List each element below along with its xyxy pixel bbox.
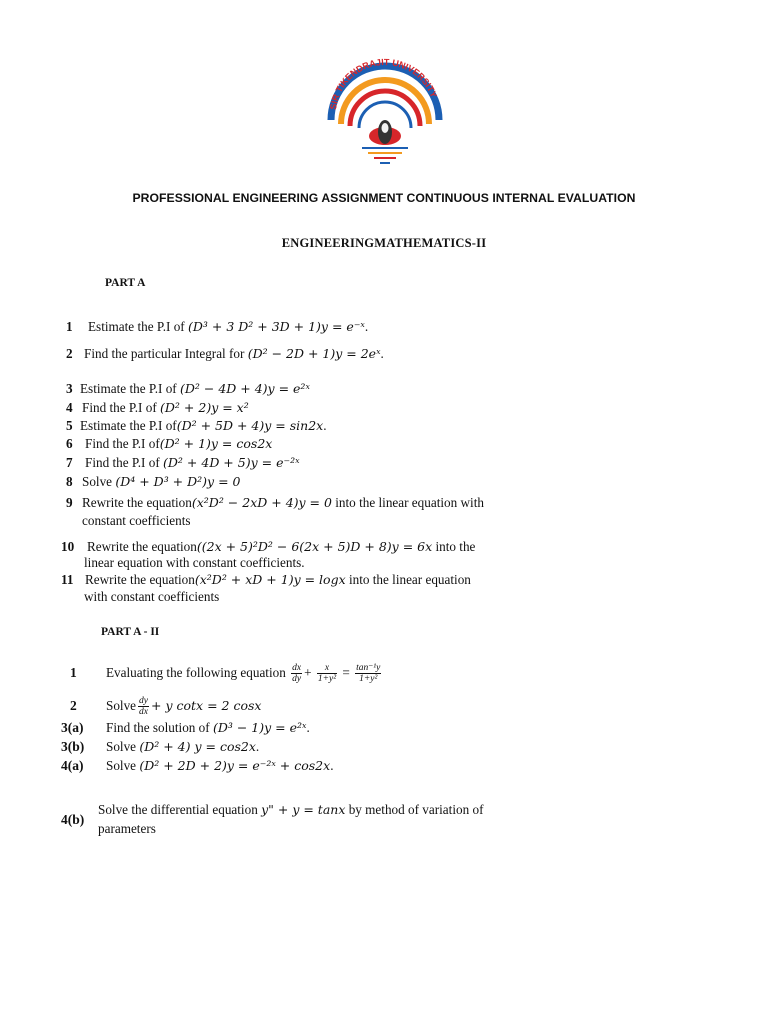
part-a-q6: 6 Find the P.I of(D² + 1)y = cos2x (66, 436, 273, 451)
part-a2-q3a-label: 3(a) (61, 720, 84, 735)
part-a-q9-cont: constant coefficients (82, 513, 191, 528)
part-a2-q3b: Solve (D² + 4) y = cos2x. (106, 739, 260, 754)
part-a-q11-cont: with constant coefficients (84, 589, 220, 604)
part-a-q5: 5 Estimate the P.I of(D² + 5D + 4)y = sin2x. (66, 418, 327, 433)
part-a-q11: 11 Rewrite the equation(x²D² + xD + 1)y = logx into the linear equation (61, 572, 471, 587)
part-a-q3: 3 Estimate the P.I of (D² − 4D + 4)y = e²ˣ (66, 381, 310, 396)
part-a-q9: 9 Rewrite the equation(x²D² − 2xD + 4)y = 0 into the linear equation with (66, 495, 484, 510)
part-a-q10-cont: linear equation with constant coefficients. (84, 555, 305, 570)
part-a2-q3b-label: 3(b) (61, 739, 85, 754)
part-a-q1: 1 Estimate the P.I of (D³ + 3 D² + 3D + 1)y = e⁻ˣ. (66, 319, 369, 334)
part-a2-heading: PART A - II (101, 626, 160, 638)
part-a-q2: 2 Find the particular Integral for (D² − 2D + 1)y = 2eˣ. (66, 346, 384, 361)
fraction-x-over: $\frac{x}{\text{1+y²}}$ (317, 663, 337, 685)
document-title: PROFESSIONAL ENGINEERING ASSIGNMENT CONTINUOUS INTERNAL EVALUATION (132, 191, 636, 205)
part-a2-q2: Solve $\frac{dy}{dx}$ + y cotx = 2 cosx (106, 696, 262, 718)
part-a2-q1-label: 1 (70, 665, 77, 680)
part-a2-q4b: Solve the differential equation y" + y = tanx by method of variation of (98, 802, 484, 817)
university-logo (322, 54, 448, 172)
fraction-dx-dy: $\frac{dx}{dy}$ (292, 663, 302, 685)
subject-title: ENGINEERINGMATHEMATICS-II (281, 236, 487, 250)
part-a-q4: 4 Find the P.I of (D² + 2)y = x² (66, 400, 249, 415)
logo-arc-text: SIR TIKENDRAJIT UNIVERSITY (328, 56, 439, 111)
part-a-q10: 10 Rewrite the equation((2x + 5)²D² − 6(2x + 5)D + 8)y = 6x into the (61, 539, 476, 554)
part-a2-q4b-label: 4(b) (61, 812, 85, 827)
part-a2-q2-label: 2 (70, 698, 77, 713)
part-a2-q4a: Solve (D² + 2D + 2)y = e⁻²ˣ + cos2x. (106, 758, 334, 773)
fraction-dy-dx: $\frac{dy}{dx}$ (139, 696, 149, 718)
part-a-heading: PART A (105, 277, 146, 289)
part-a2-q3a: Find the solution of (D³ − 1)y = e²ˣ. (106, 720, 310, 735)
part-a-q7: 7 Find the P.I of (D² + 4D + 5)y = e⁻²ˣ (66, 455, 300, 470)
fraction-tan-inverse: $\frac{\text{tan⁻¹y}}{\text{1+y²}}$ (356, 663, 381, 685)
part-a2-q4a-label: 4(a) (61, 758, 84, 773)
part-a-q8: 8 Solve (D⁴ + D³ + D²)y = 0 (66, 474, 241, 489)
part-a2-q4b-cont: parameters (98, 821, 156, 836)
part-a2-q1: Evaluating the following equation $\frac{dx}{dy}$ + $\frac{x}{\text{1+y²}}$ = $\frac{\text{tan⁻¹y}}{\text{1+y²}}$ (106, 663, 381, 685)
